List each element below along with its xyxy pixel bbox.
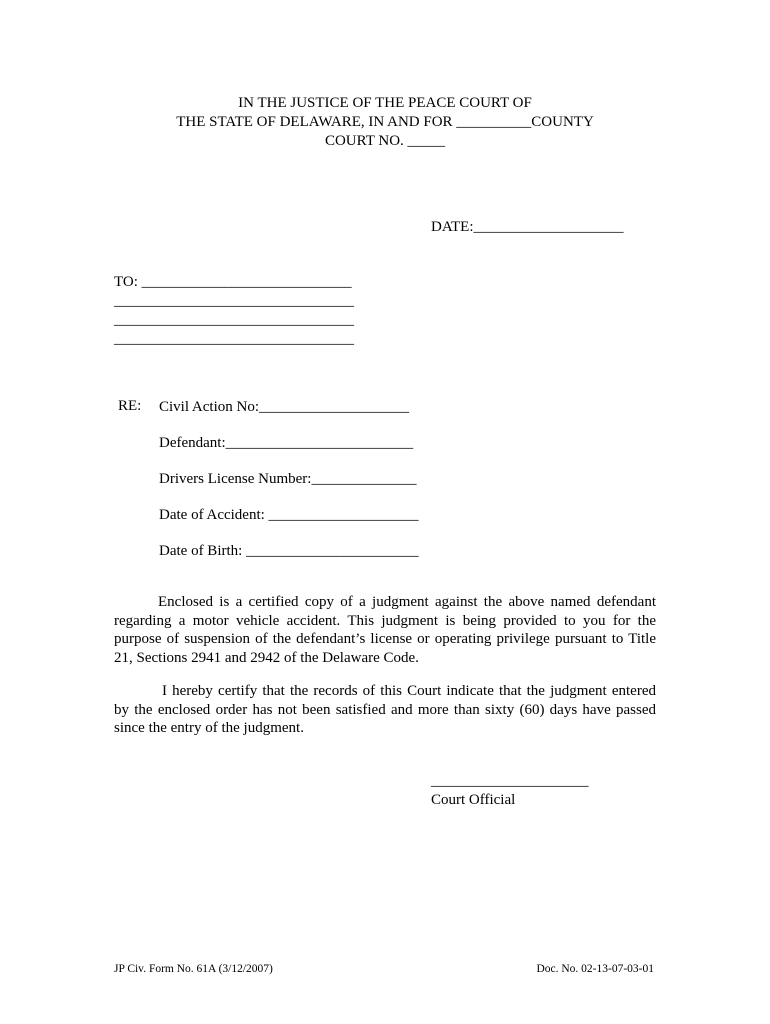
to-line-2: ________________________________ [114,293,354,309]
drivers-license-field: Drivers License Number:______________ [159,471,417,487]
to-line-4: ________________________________ [114,331,354,347]
to-address-block [114,273,354,349]
header-line-court-number: COURT NO. _____ [324,133,446,149]
court-header [0,94,770,151]
re-label: RE: [118,398,142,414]
civil-action-field: Civil Action No:____________________ [159,399,410,415]
to-line-3: ________________________________ [114,312,354,328]
certification-paragraph: I hereby certify that the records of this Court indicate that the judgment entered by the enclosed order has not been satisfied and more than sixty (60) days have passed since the entry of the judgment. [114,683,656,736]
date-field: DATE:____________________ [431,219,624,235]
form-number-footer: JP Civ. Form No. 61A (3/12/2007) [114,963,273,975]
defendant-field: Defendant:_________________________ [159,435,414,451]
date-of-accident-field: Date of Accident: ____________________ [159,507,419,523]
header-line-court: IN THE JUSTICE OF THE PEACE COURT OF [238,95,532,111]
date-of-birth-field: Date of Birth: _______________________ [159,543,419,559]
signature-line: _____________________ [431,773,589,789]
header-line-state-county: THE STATE OF DELAWARE, IN AND FOR __________COUNTY [176,114,594,130]
judgment-paragraph: Enclosed is a certified copy of a judgment against the above named defendant regarding a motor vehicle accident. This judgment is being provided to you for the purpose of suspension of the defendant’s license or operating privilege pursuant to Title 21, Sections 2941 and 2942 of the Delaware Code. [114,594,656,666]
signature-block [431,772,589,810]
doc-number-footer: Doc. No. 02-13-07-03-01 [536,963,654,975]
to-line-1: TO: ____________________________ [114,274,352,290]
re-fields-block [159,398,419,578]
signature-label: Court Official [431,792,516,808]
